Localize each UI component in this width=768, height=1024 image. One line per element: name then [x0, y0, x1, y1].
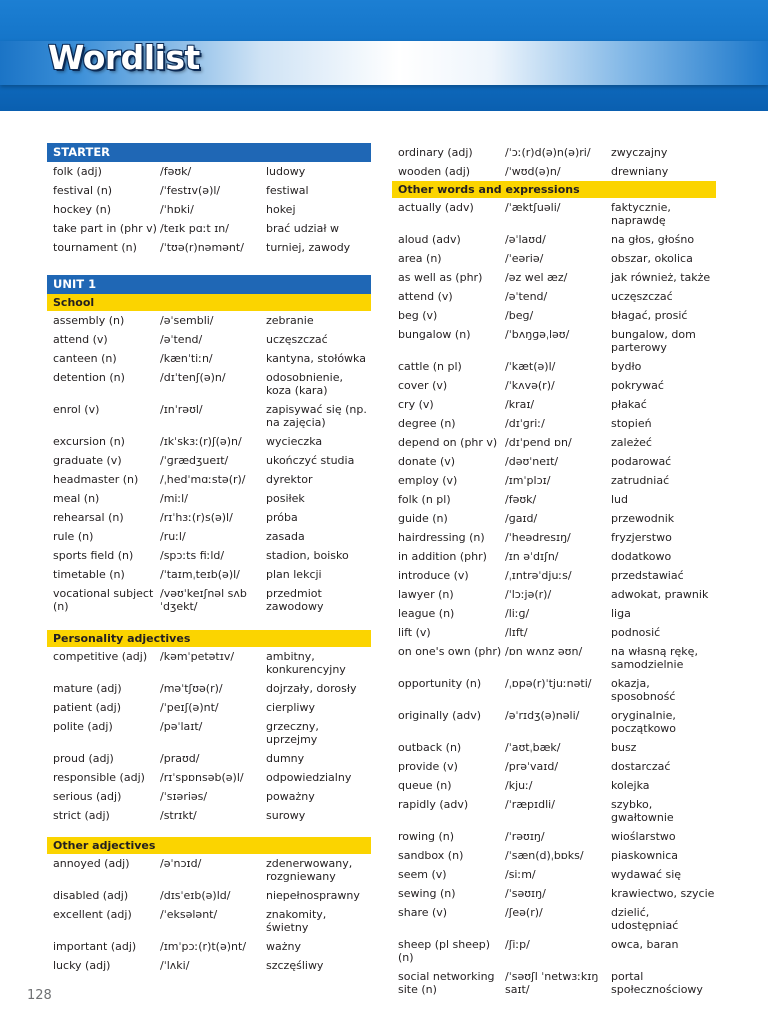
- headword: guide (n): [398, 512, 448, 525]
- headword: cattle (n pl): [398, 360, 462, 373]
- translation: owca, baran: [611, 938, 679, 951]
- category-heading-other-adjectives: Other adjectives: [47, 837, 371, 854]
- pronunciation: /dɪˈpend ɒn/: [505, 436, 572, 449]
- pronunciation: /ˈeksələnt/: [160, 908, 218, 921]
- pronunciation: /miːl/: [160, 492, 188, 505]
- translation: dzielić, udostępniać: [611, 906, 679, 932]
- category-heading-school: School: [47, 294, 371, 311]
- wordlist-row: [392, 414, 716, 433]
- wordlist-row: [392, 395, 716, 414]
- wordlist-row: [47, 489, 371, 508]
- pronunciation: /fəʊk/: [160, 165, 192, 178]
- wordlist-row: [47, 238, 371, 257]
- translation: przewodnik: [611, 512, 675, 525]
- pronunciation: /ˈsæn(d)ˌbɒks/: [505, 849, 584, 862]
- headword: vocational subject (n): [53, 587, 154, 613]
- translation: dojrzały, dorosły: [266, 682, 357, 695]
- translation: zasada: [266, 530, 305, 543]
- wordlist-row: [47, 330, 371, 349]
- translation: przedstawiać: [611, 569, 684, 582]
- pronunciation: /dɪˈɡriː/: [505, 417, 545, 430]
- translation: wydawać się: [611, 868, 682, 881]
- left-column: [47, 143, 371, 975]
- pronunciation: /ˈɔː(r)d(ə)n(ə)ri/: [505, 146, 591, 159]
- wordlist-row: [392, 827, 716, 846]
- pronunciation: /siːm/: [505, 868, 536, 881]
- translation: hokej: [266, 203, 296, 216]
- translation: zdenerwowany, rozgniewany: [266, 857, 353, 883]
- headword: sheep (pl sheep) (n): [398, 938, 491, 964]
- translation: zatrudniać: [611, 474, 670, 487]
- headword: take part in (phr v): [53, 222, 157, 235]
- translation: fryzjerstwo: [611, 531, 672, 544]
- headword: disabled (adj): [53, 889, 129, 902]
- translation: znakomity, świetny: [266, 908, 327, 934]
- wordlist-row: [392, 433, 716, 452]
- translation: ludowy: [266, 165, 306, 178]
- wordlist-row: [47, 698, 371, 717]
- headword: serious (adj): [53, 790, 122, 803]
- wordlist-row: [392, 566, 716, 585]
- pronunciation: /ɪnˈrəʊl/: [160, 403, 203, 416]
- pronunciation: /ˌɪntrəˈdjuːs/: [505, 569, 572, 582]
- translation: krawiectwo, szycie: [611, 887, 715, 900]
- translation: odosobnienie, koza (kara): [266, 371, 343, 397]
- translation: kantyna, stołówka: [266, 352, 366, 365]
- translation: uczęszczać: [611, 290, 673, 303]
- pronunciation: /ˈsəʊɪŋ/: [505, 887, 546, 900]
- pronunciation: /ˈfestɪv(ə)l/: [160, 184, 221, 197]
- wordlist-row: [392, 268, 716, 287]
- wordlist-row: [392, 509, 716, 528]
- headword: ordinary (adj): [398, 146, 473, 159]
- headword: rule (n): [53, 530, 94, 543]
- headword: assembly (n): [53, 314, 125, 327]
- translation: wycieczka: [266, 435, 323, 448]
- headword: opportunity (n): [398, 677, 482, 690]
- headword: polite (adj): [53, 720, 113, 733]
- headword: headmaster (n): [53, 473, 139, 486]
- wordlist-row: [47, 349, 371, 368]
- headword: sandbox (n): [398, 849, 464, 862]
- headword: important (adj): [53, 940, 137, 953]
- pronunciation: /ˈæktʃuəli/: [505, 201, 561, 214]
- wordlist-row: [47, 679, 371, 698]
- other-words-table: [392, 198, 716, 999]
- category-heading-personality-adjectives: Personality adjectives: [47, 630, 371, 647]
- pronunciation: /ˈkæt(ə)l/: [505, 360, 556, 373]
- translation: podnosić: [611, 626, 661, 639]
- headword: employ (v): [398, 474, 458, 487]
- pronunciation: /ˈhɒki/: [160, 203, 194, 216]
- pronunciation: /strɪkt/: [160, 809, 197, 822]
- wordlist-row: [47, 527, 371, 546]
- wordlist-row: [47, 470, 371, 489]
- other-adjectives-table: [47, 854, 371, 975]
- wordlist-row: [47, 400, 371, 432]
- translation: na własną rękę, samodzielnie: [611, 645, 698, 671]
- pronunciation: /ˈlɔːjə(r)/: [505, 588, 552, 601]
- pronunciation: /ɒn wʌnz əʊn/: [505, 645, 583, 658]
- pronunciation: /ˈpeɪʃ(ə)nt/: [160, 701, 219, 714]
- translation: pokrywać: [611, 379, 664, 392]
- translation: piaskownica: [611, 849, 679, 862]
- wordlist-row: [392, 306, 716, 325]
- headword: wooden (adj): [398, 165, 471, 178]
- page-title: Wordlist: [48, 38, 200, 77]
- pronunciation: /vəʊˈkeɪʃnəl sʌbˈdʒekt/: [160, 587, 247, 613]
- wordlist-row: [392, 452, 716, 471]
- wordlist-row: [47, 956, 371, 975]
- wordlist-row: [392, 249, 716, 268]
- translation: wioślarstwo: [611, 830, 676, 843]
- pronunciation: /ɪmˈplɔɪ/: [505, 474, 551, 487]
- wordlist-row: [392, 490, 716, 509]
- headword: graduate (v): [53, 454, 122, 467]
- wordlist-row: [47, 181, 371, 200]
- headword: social networking site (n): [398, 970, 495, 996]
- pronunciation: /ˈsəʊʃl ˈnetwɜːkɪŋ saɪt/: [505, 970, 599, 996]
- wordlist-row: [47, 905, 371, 937]
- pronunciation: /ˈwʊd(ə)n/: [505, 165, 561, 178]
- wordlist-row: [47, 565, 371, 584]
- translation: próba: [266, 511, 298, 524]
- pronunciation: /ˈtʊə(r)nəmənt/: [160, 241, 244, 254]
- headword: share (v): [398, 906, 448, 919]
- wordlist-row: [47, 717, 371, 749]
- wordlist-row: [47, 937, 371, 956]
- page-header: [0, 0, 768, 111]
- headword: lucky (adj): [53, 959, 111, 972]
- headword: folk (n pl): [398, 493, 451, 506]
- headword: provide (v): [398, 760, 458, 773]
- pronunciation: /kraɪ/: [505, 398, 535, 411]
- headword: attend (v): [398, 290, 453, 303]
- pronunciation: /kjuː/: [505, 779, 533, 792]
- wordlist-row: [47, 806, 371, 825]
- translation: oryginalnie, początkowo: [611, 709, 677, 735]
- wordlist-row: [47, 508, 371, 527]
- wordlist-row: [47, 647, 371, 679]
- wordlist-row: [392, 738, 716, 757]
- wordlist-row: [392, 967, 716, 999]
- wordlist-row: [392, 604, 716, 623]
- translation: na głos, głośno: [611, 233, 695, 246]
- headword: cover (v): [398, 379, 448, 392]
- headword: hairdressing (n): [398, 531, 485, 544]
- headword: beg (v): [398, 309, 438, 322]
- wordlist-row: [392, 674, 716, 706]
- headword: in addition (phr): [398, 550, 487, 563]
- pronunciation: /ˈlʌki/: [160, 959, 190, 972]
- pronunciation: /liːɡ/: [505, 607, 530, 620]
- personality-table: [47, 647, 371, 825]
- category-heading-other-words: Other words and expressions: [392, 181, 716, 198]
- headword: enrol (v): [53, 403, 100, 416]
- wordlist-row: [47, 311, 371, 330]
- wordlist-row: [47, 749, 371, 768]
- pronunciation: /əˈrɪdʒ(ə)nəli/: [505, 709, 580, 722]
- wordlist-row: [47, 886, 371, 905]
- wordlist-row: [392, 795, 716, 827]
- headword: as well as (phr): [398, 271, 483, 284]
- translation: stadion, boisko: [266, 549, 349, 562]
- pronunciation: /ˈaʊtˌbæk/: [505, 741, 561, 754]
- translation: obszar, okolica: [611, 252, 693, 265]
- translation: grzeczny, uprzejmy: [266, 720, 319, 746]
- translation: bungalow, dom parterowy: [611, 328, 696, 354]
- headword: folk (adj): [53, 165, 102, 178]
- pronunciation: /ɪmˈpɔː(r)t(ə)nt/: [160, 940, 247, 953]
- headword: lift (v): [398, 626, 431, 639]
- headword: proud (adj): [53, 752, 114, 765]
- right-column: [392, 143, 716, 999]
- headword: patient (adj): [53, 701, 122, 714]
- headword: depend on (phr v): [398, 436, 498, 449]
- wordlist-row: [47, 368, 371, 400]
- headword: detention (n): [53, 371, 125, 384]
- translation: plan lekcji: [266, 568, 322, 581]
- wordlist-row: [392, 287, 716, 306]
- translation: zależeć: [611, 436, 652, 449]
- pronunciation: /ʃeə(r)/: [505, 906, 543, 919]
- pronunciation: /lɪft/: [505, 626, 528, 639]
- translation: odpowiedzialny: [266, 771, 352, 784]
- wordlist-row: [47, 584, 371, 616]
- translation: bydło: [611, 360, 642, 373]
- wordlist-row: [392, 143, 716, 162]
- pronunciation: /ˌhedˈmɑːstə(r)/: [160, 473, 246, 486]
- pronunciation: /praʊd/: [160, 752, 200, 765]
- wordlist-row: [392, 198, 716, 230]
- translation: adwokat, prawnik: [611, 588, 709, 601]
- headword: canteen (n): [53, 352, 117, 365]
- wordlist-row: [47, 200, 371, 219]
- headword: rowing (n): [398, 830, 455, 843]
- translation: festiwal: [266, 184, 309, 197]
- headword: degree (n): [398, 417, 456, 430]
- translation: zebranie: [266, 314, 314, 327]
- translation: okazja, sposobność: [611, 677, 676, 703]
- headword: excursion (n): [53, 435, 125, 448]
- translation: płakać: [611, 398, 647, 411]
- wordlist-row: [392, 547, 716, 566]
- headword: seem (v): [398, 868, 447, 881]
- wordlist-row: [392, 884, 716, 903]
- translation: dostarczać: [611, 760, 671, 773]
- translation: szybko, gwałtownie: [611, 798, 674, 824]
- translation: ukończyć studia: [266, 454, 355, 467]
- wordlist-row: [392, 757, 716, 776]
- headword: rapidly (adv): [398, 798, 469, 811]
- translation: posiłek: [266, 492, 305, 505]
- translation: poważny: [266, 790, 315, 803]
- wordlist-row: [47, 219, 371, 238]
- pronunciation: /beɡ/: [505, 309, 534, 322]
- headword: tournament (n): [53, 241, 137, 254]
- headword: donate (v): [398, 455, 456, 468]
- pronunciation: /əˈtend/: [160, 333, 203, 346]
- pronunciation: /ɡaɪd/: [505, 512, 538, 525]
- pronunciation: /rɪˈspɒnsəb(ə)l/: [160, 771, 244, 784]
- school-table: [47, 311, 371, 616]
- translation: liga: [611, 607, 631, 620]
- wordlist-row: [392, 471, 716, 490]
- pronunciation: /ʃiːp/: [505, 938, 530, 951]
- pronunciation: /ɪn əˈdɪʃn/: [505, 550, 559, 563]
- pronunciation: /əˈnɔɪd/: [160, 857, 202, 870]
- translation: dyrektor: [266, 473, 313, 486]
- headword: lawyer (n): [398, 588, 454, 601]
- headword: rehearsal (n): [53, 511, 124, 524]
- wordlist-row: [47, 768, 371, 787]
- headword: aloud (adv): [398, 233, 461, 246]
- pronunciation: /teɪk pɑːt ɪn/: [160, 222, 229, 235]
- page-number: 128: [27, 988, 52, 1003]
- pronunciation: /ˈkʌvə(r)/: [505, 379, 555, 392]
- wordlist-row: [392, 162, 716, 181]
- headword: strict (adj): [53, 809, 110, 822]
- pronunciation: /əˈtend/: [505, 290, 548, 303]
- wordlist-row: [392, 935, 716, 967]
- translation: zapisywać się (np. na zajęcia): [266, 403, 367, 429]
- pronunciation: /ˈtaɪmˌteɪb(ə)l/: [160, 568, 240, 581]
- wordlist-row: [392, 903, 716, 935]
- headword: festival (n): [53, 184, 113, 197]
- headword: mature (adj): [53, 682, 122, 695]
- section-heading-starter: STARTER: [47, 143, 371, 162]
- translation: drewniany: [611, 165, 669, 178]
- pronunciation: /ˈsɪəriəs/: [160, 790, 208, 803]
- translation: busz: [611, 741, 637, 754]
- wordlist-row: [392, 846, 716, 865]
- headword: cry (v): [398, 398, 434, 411]
- wordlist-row: [392, 325, 716, 357]
- headword: on one's own (phr): [398, 645, 502, 658]
- translation: surowy: [266, 809, 306, 822]
- translation: turniej, zawody: [266, 241, 351, 254]
- wordlist-row: [47, 162, 371, 181]
- wordlist-row: [392, 776, 716, 795]
- wordlist-row: [392, 357, 716, 376]
- translation: niepełnosprawny: [266, 889, 360, 902]
- headword: league (n): [398, 607, 455, 620]
- pronunciation: /spɔːts fiːld/: [160, 549, 225, 562]
- headword: outback (n): [398, 741, 462, 754]
- wordlist-row: [392, 528, 716, 547]
- wordlist-row: [392, 376, 716, 395]
- pronunciation: /fəʊk/: [505, 493, 537, 506]
- headword: area (n): [398, 252, 442, 265]
- pronunciation: /dɪˈtenʃ(ə)n/: [160, 371, 226, 384]
- pronunciation: /əˈlaʊd/: [505, 233, 546, 246]
- wordlist-row: [47, 854, 371, 886]
- pronunciation: /ˈheədresɪŋ/: [505, 531, 571, 544]
- headword: originally (adv): [398, 709, 481, 722]
- pronunciation: /ruːl/: [160, 530, 186, 543]
- translation: ważny: [266, 940, 301, 953]
- headword: hockey (n): [53, 203, 112, 216]
- wordlist-row: [392, 623, 716, 642]
- pronunciation: /ˈɡrædʒueɪt/: [160, 454, 229, 467]
- pronunciation: /ˈeəriə/: [505, 252, 544, 265]
- pronunciation: /məˈtʃʊə(r)/: [160, 682, 223, 695]
- translation: faktycznie, naprawdę: [611, 201, 671, 227]
- wordlist-row: [392, 230, 716, 249]
- translation: brać udział w: [266, 222, 339, 235]
- translation: dodatkowo: [611, 550, 672, 563]
- pronunciation: /kəmˈpetətɪv/: [160, 650, 235, 663]
- pronunciation: /rɪˈhɜː(r)s(ə)l/: [160, 511, 233, 524]
- headword: responsible (adj): [53, 771, 145, 784]
- headword: queue (n): [398, 779, 452, 792]
- headword: bungalow (n): [398, 328, 471, 341]
- pronunciation: /ˈbʌŋɡəˌləʊ/: [505, 328, 570, 341]
- pronunciation: /ˌɒpə(r)ˈtjuːnəti/: [505, 677, 592, 690]
- wordlist-row: [47, 432, 371, 451]
- translation: uczęszczać: [266, 333, 328, 346]
- wordlist-row: [392, 865, 716, 884]
- wordlist-row: [47, 546, 371, 565]
- section-heading-unit-1: UNIT 1: [47, 275, 371, 294]
- translation: jak również, także: [611, 271, 711, 284]
- headword: timetable (n): [53, 568, 125, 581]
- translation: ambitny, konkurencyjny: [266, 650, 346, 676]
- headword: introduce (v): [398, 569, 469, 582]
- headword: sports field (n): [53, 549, 134, 562]
- translation: błagać, prosić: [611, 309, 688, 322]
- headword: competitive (adj): [53, 650, 148, 663]
- headword: meal (n): [53, 492, 100, 505]
- translation: cierpliwy: [266, 701, 315, 714]
- pronunciation: /ɪkˈskɜː(r)ʃ(ə)n/: [160, 435, 242, 448]
- headword: attend (v): [53, 333, 108, 346]
- pronunciation: /əz wel æz/: [505, 271, 568, 284]
- translation: szczęśliwy: [266, 959, 324, 972]
- wordlist-row: [392, 706, 716, 738]
- pronunciation: /dəʊˈneɪt/: [505, 455, 559, 468]
- starter-table: [47, 162, 371, 257]
- pronunciation: /ˈrəʊɪŋ/: [505, 830, 545, 843]
- continued-table: [392, 143, 716, 181]
- headword: excellent (adj): [53, 908, 132, 921]
- pronunciation: /kænˈtiːn/: [160, 352, 213, 365]
- headword: annoyed (adj): [53, 857, 130, 870]
- translation: kolejka: [611, 779, 650, 792]
- pronunciation: /dɪsˈeɪb(ə)ld/: [160, 889, 231, 902]
- wordlist-row: [47, 451, 371, 470]
- pronunciation: /pəˈlaɪt/: [160, 720, 203, 733]
- headword: actually (adv): [398, 201, 474, 214]
- pronunciation: /ˈræpɪdli/: [505, 798, 555, 811]
- wordlist-row: [47, 787, 371, 806]
- translation: zwyczajny: [611, 146, 668, 159]
- translation: dumny: [266, 752, 305, 765]
- translation: portal społecznościowy: [611, 970, 703, 996]
- translation: lud: [611, 493, 629, 506]
- pronunciation: /əˈsembli/: [160, 314, 214, 327]
- translation: stopień: [611, 417, 652, 430]
- translation: przedmiot zawodowy: [266, 587, 324, 613]
- headword: sewing (n): [398, 887, 456, 900]
- pronunciation: /prəˈvaɪd/: [505, 760, 559, 773]
- wordlist-row: [392, 585, 716, 604]
- translation: podarować: [611, 455, 672, 468]
- wordlist-row: [392, 642, 716, 674]
